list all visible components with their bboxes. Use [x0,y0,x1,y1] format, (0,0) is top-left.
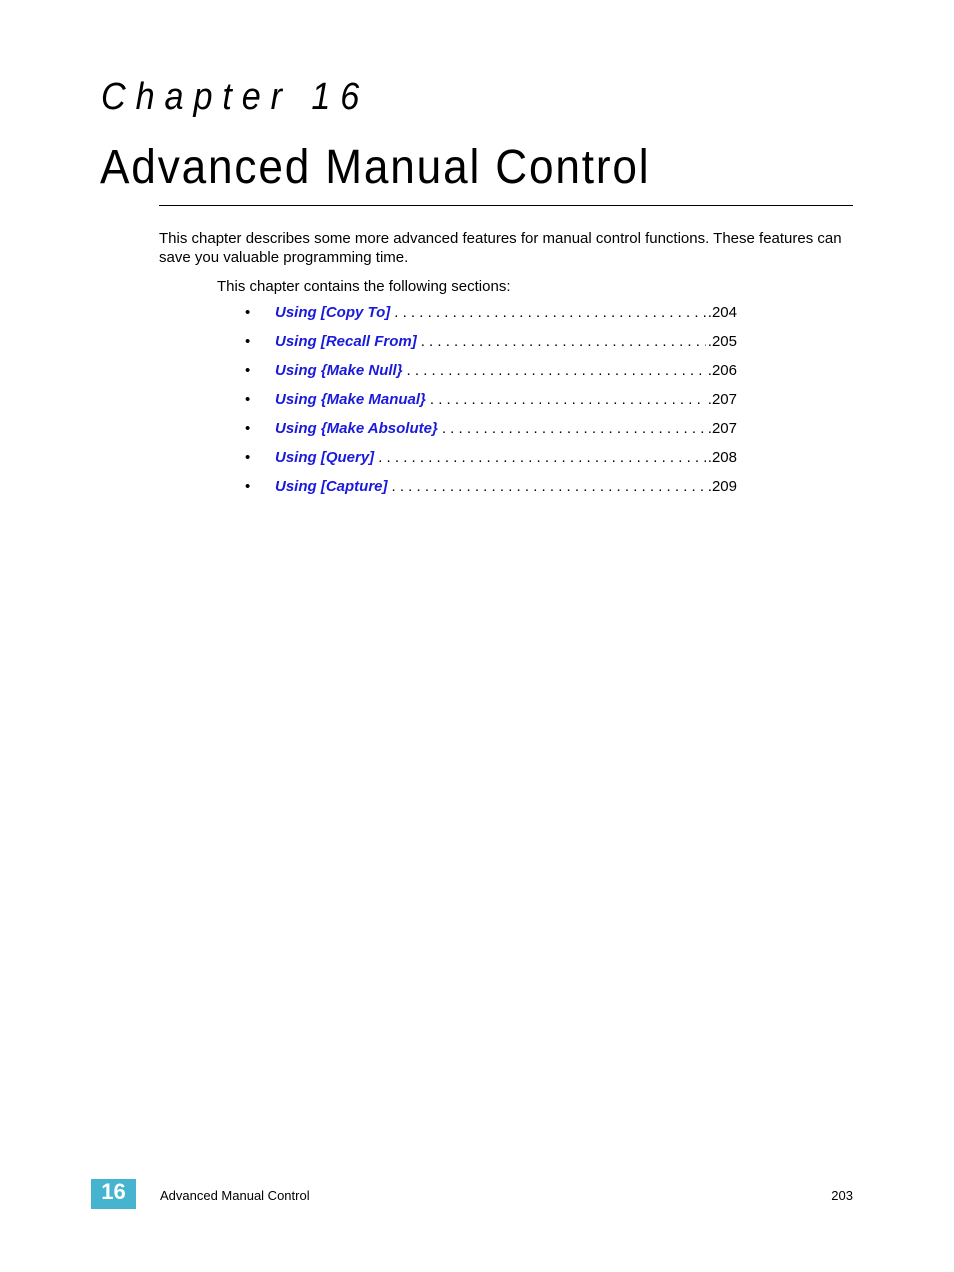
toc-page-number: .207 [707,420,737,437]
toc-leader-dots [407,361,706,381]
bullet-icon: • [245,304,251,321]
toc-leader-dots [392,477,706,497]
toc-link-copy-to[interactable]: Using [Copy To] [275,304,391,321]
toc-leader-dots [442,419,706,439]
toc-link-make-manual[interactable]: Using {Make Manual} [275,391,426,408]
toc-leader-dots [421,332,706,352]
toc-leader-dots [394,303,706,323]
toc-page-number: .208 [707,449,737,466]
sections-lead-text: This chapter contains the following sections: [217,278,511,295]
chapter-label: Chapter 16 [101,76,370,118]
toc-page-number: .204 [707,304,737,321]
toc-leader-dots [378,448,706,468]
toc-page-number: .205 [707,333,737,350]
toc-item [245,477,737,506]
toc-leader-dots [430,390,706,410]
bullet-icon: • [245,420,251,437]
toc-link-query[interactable]: Using [Query] [275,449,375,466]
bullet-icon: • [245,333,251,350]
toc-page-number: .209 [707,478,737,495]
toc-page-number: .206 [707,362,737,379]
toc-list [245,303,737,506]
footer-page-number: 203 [831,1188,853,1203]
toc-item [245,332,737,361]
bullet-icon: • [245,478,251,495]
toc-item [245,448,737,477]
toc-link-recall-from[interactable]: Using [Recall From] [275,333,417,350]
bullet-icon: • [245,449,251,466]
toc-page-number: .207 [707,391,737,408]
toc-item [245,361,737,390]
toc-item [245,419,737,448]
toc-item [245,390,737,419]
toc-link-make-null[interactable]: Using {Make Null} [275,362,403,379]
toc-link-make-absolute[interactable]: Using {Make Absolute} [275,420,438,437]
title-divider [159,205,853,206]
bullet-icon: • [245,362,251,379]
toc-link-capture[interactable]: Using [Capture] [275,478,388,495]
intro-paragraph: This chapter describes some more advanced features for manual control functions. These features can save you valuable programming time. [159,230,842,266]
footer-chapter-badge: 16 [91,1179,136,1209]
bullet-icon: • [245,391,251,408]
footer-chapter-title: Advanced Manual Control [160,1188,310,1203]
toc-item [245,303,737,332]
chapter-title: Advanced Manual Control [100,141,651,194]
